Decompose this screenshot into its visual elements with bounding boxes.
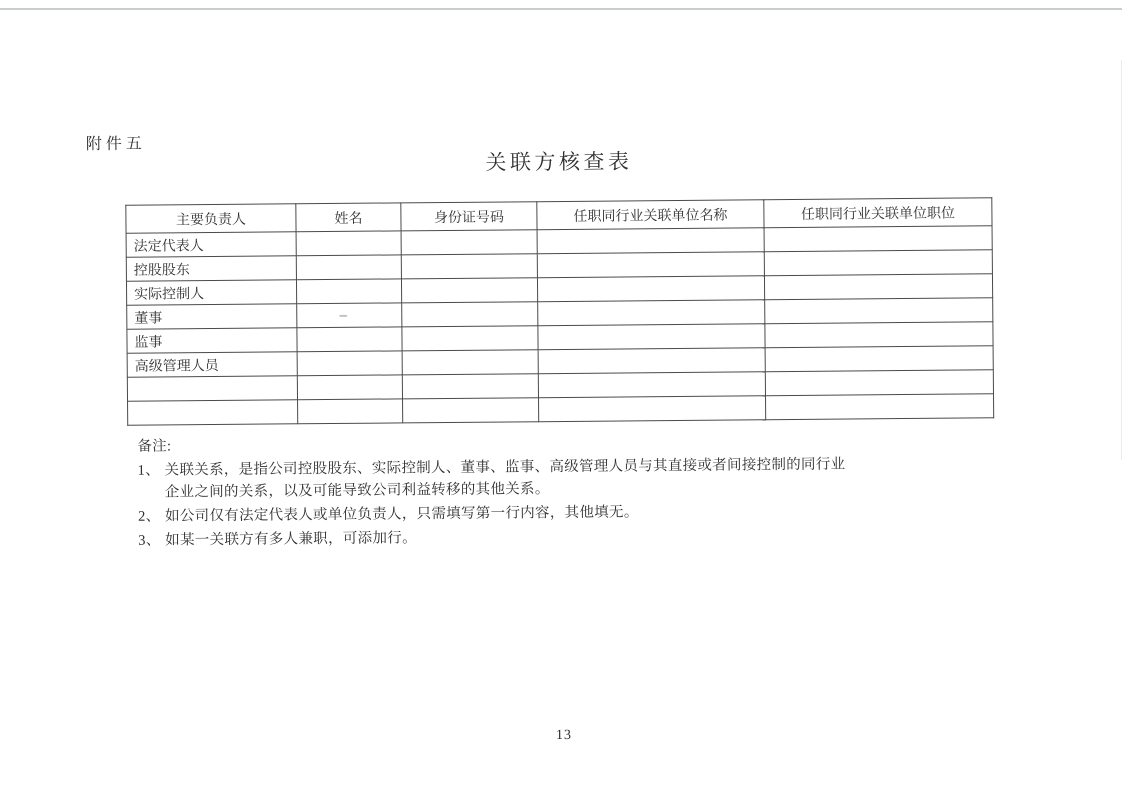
notes-section [137,429,860,551]
related-party-table [125,197,994,426]
row-label-supervisor: 监事 [127,328,297,353]
cell-name [297,327,402,352]
cell-id-number [401,254,537,279]
row-label-director: 董事 [127,304,297,329]
cell-name [297,351,402,376]
cell-id-number [401,230,537,255]
note-text: 如某一关联方有多人兼职，可添加行。 [165,530,417,549]
row-label-legal-representative: 法定代表人 [126,232,296,257]
note-number: 3、 [138,532,161,549]
scan-speck [339,315,347,317]
column-header-name: 姓名 [296,203,401,232]
page-title: 关联方核查表 [485,149,633,175]
column-header-id-number: 身份证号码 [401,202,537,231]
cell-related-unit-name [539,396,766,422]
cell-related-unit-name [537,276,764,302]
cell-id-number [402,326,538,351]
cell-related-unit-name [538,372,765,398]
cell-id-number [402,350,538,375]
cell-related-unit-position [765,370,993,396]
column-header-related-unit-position: 任职同行业关联单位职位 [764,198,992,228]
row-label-controlling-shareholder: 控股股东 [126,256,296,281]
cell-id-number [402,302,538,327]
note-item-3 [138,523,860,551]
column-header-related-unit-name: 任职同行业关联单位名称 [537,200,764,230]
cell-id-number [403,398,539,423]
cell-id-number [402,374,538,399]
cell-related-unit-position [765,346,993,372]
cell-related-unit-name [538,348,765,374]
cell-related-unit-position [764,226,992,252]
cell-related-unit-name [538,324,765,350]
note-item-1 [138,453,860,503]
cell-related-unit-position [765,322,993,348]
note-text: 关联关系，是指公司控股股东、实际控制人、董事、监事、高级管理人员与其直接或者间接控制的同行业企业之间的关系，以及可能导致公司利益转移的其他关系。 [164,456,846,501]
cell-related-unit-position [766,394,994,420]
cell-related-unit-position [764,274,992,300]
cell-name [298,399,403,424]
row-label-empty [128,400,298,425]
note-number: 2、 [137,508,161,525]
row-label-actual-controller: 实际控制人 [126,280,296,305]
cell-related-unit-position [765,298,993,324]
cell-name [297,303,402,328]
cell-related-unit-name [537,228,764,254]
note-text: 如公司仅有法定代表人或单位负责人，只需填写第一行内容，其他填无。 [164,504,639,525]
cell-id-number [401,278,537,303]
cell-related-unit-position [764,250,992,276]
row-label-empty [127,376,297,401]
cell-name [297,375,402,400]
attachment-label: 附件五 [85,135,146,154]
cell-name [296,255,401,280]
note-number: 1、 [137,462,161,479]
page-number: 13 [555,727,573,744]
cell-name [296,231,401,256]
cell-name [296,279,401,304]
row-label-senior-management: 高级管理人员 [127,352,297,377]
cell-related-unit-name [538,300,765,326]
column-header-role: 主要负责人 [126,204,296,233]
cell-related-unit-name [537,252,764,278]
notes-label: 备注: [137,438,172,455]
